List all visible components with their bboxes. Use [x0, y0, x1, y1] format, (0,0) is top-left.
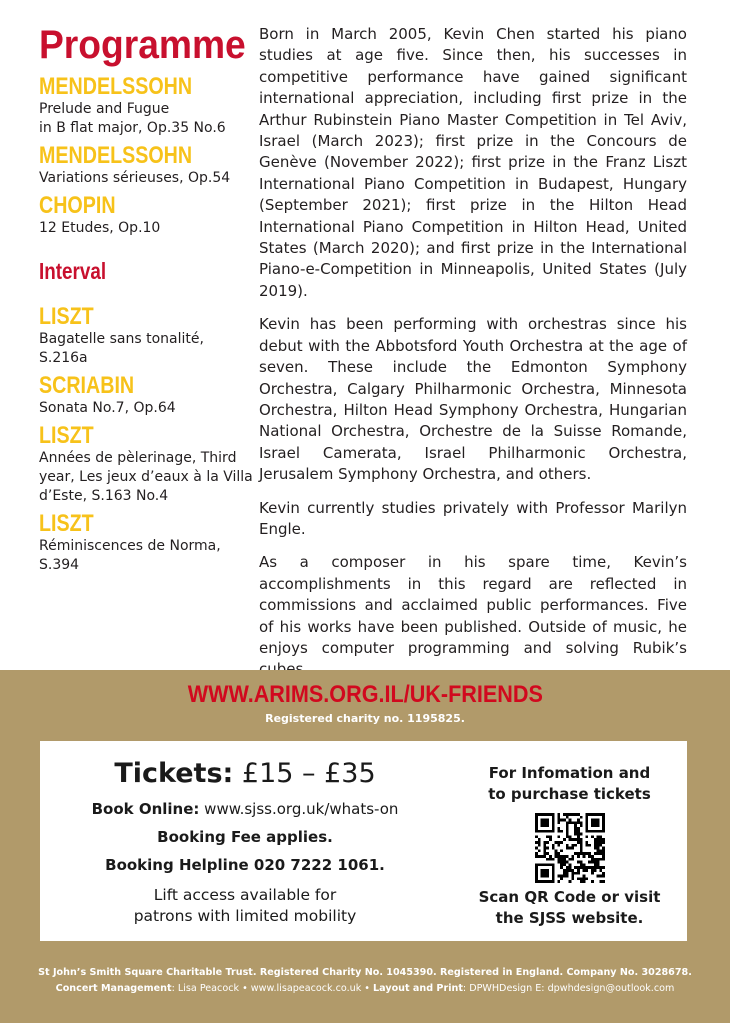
tickets-qr-panel	[472, 741, 667, 929]
work-title: Bagatelle sans tonalité, S.216a	[39, 331, 204, 366]
programme-item	[39, 74, 254, 138]
work-title: Réminiscences de Norma, S.394	[39, 538, 221, 573]
book-online-label: Book Online:	[91, 800, 200, 818]
charity-number: Registered charity no. 1195825.	[265, 712, 465, 725]
tickets-price: £15 – £35	[233, 758, 376, 789]
work-title: 12 Etudes, Op.10	[39, 220, 161, 236]
footer-print-label: Layout and Print	[373, 983, 463, 994]
bio-paragraph: Born in March 2005, Kevin Chen started his piano studies at age five. Since then, his successes in competitive performance have gained significant international appreciation, including first prize in the Arthur Rubinstein Piano Master Competition in Tel Aviv, Israel (March 2023); first prize in the Concours de Genève (November 2022); first prize in the Franz Liszt International Piano Competition in Budapest, Hungary (September 2021); first prize in the Hilton Head International Piano Competition in Hilton Head, United States (March 2020); and first prize in the International Piano-e-Competition in Minneapolis, United States (July 2019).	[259, 25, 687, 300]
tickets-heading	[40, 757, 450, 791]
composer-name: MENDELSSOHN	[39, 73, 193, 100]
programme-item	[39, 373, 254, 418]
composer-name: LISZT	[39, 510, 94, 537]
composer-name: SCRIABIN	[39, 372, 135, 399]
friends-website-text[interactable]: WWW.ARIMS.ORG.IL/UK-FRIENDS	[187, 681, 543, 708]
footer-mgmt-label: Concert Management	[55, 983, 172, 994]
programme-column	[39, 22, 254, 580]
footer-credits	[0, 983, 730, 994]
composer-name: LISZT	[39, 303, 94, 330]
programme-item	[39, 193, 254, 238]
work-title: Prelude and Fugue in B flat major, Op.35 No.6	[39, 101, 226, 136]
composer-name: LISZT	[39, 422, 94, 449]
programme-item	[39, 304, 254, 368]
bio-paragraph: As a composer in his spare time, Kevin’s accomplishments in this regard are reflected in commissions and acclaimed public performances. Five of his works have been published. Outside of music, he enjoys computer programming and solving Rubik’s	[259, 553, 687, 657]
tickets-label: Tickets:	[114, 758, 234, 789]
info-text: For Infomation and to purchase tickets	[488, 764, 651, 803]
work-title: Années de pèlerinage, Third year, Les jeux d’eaux à la Villa d’Este, S.163 No.4	[39, 450, 253, 504]
composer-name: CHOPIN	[39, 192, 116, 219]
scan-qr-text: Scan QR Code or visit the SJSS website.	[478, 888, 661, 927]
book-online	[40, 799, 450, 819]
book-online-url[interactable]: www.sjss.org.uk/whats-on	[199, 800, 399, 818]
programme-item	[39, 143, 254, 188]
bio-paragraph: Kevin has been performing with orchestras since his debut with the Abbotsford Youth Orchestra at the age of seven. These include the Edmonton Symphony Orchestra, Calgary Philharmonic Orchestra, Minnesota Orchestra, Hilton Head Symphony Orchestra, Hungarian National Orchestra, Orchestre de la Suisse Romande, Israel Camerata, Israel Philharmonic Orchestra, Jerusalem Symphony Orchestra, and others.	[259, 315, 687, 484]
programme-title: Programme	[39, 23, 246, 67]
composer-name: MENDELSSOHN	[39, 142, 193, 169]
footer-trust-line: St John’s Smith Square Charitable Trust. Registered Charity No. 1045390. Registered in England. Company No. 3028678.	[38, 967, 692, 978]
tickets-box	[40, 741, 687, 941]
programme-item	[39, 511, 254, 575]
footer-mgmt-value: : Lisa Peacock • www.lisapeacock.co.uk •	[171, 983, 374, 994]
footer-print-value: : DPWHDesign E: dpwhdesign@outlook.com	[462, 983, 675, 994]
tickets-details	[40, 741, 450, 927]
programme-item	[39, 423, 254, 506]
work-title: Variations sérieuses, Op.54	[39, 170, 231, 186]
booking-fee: Booking Fee applies.	[157, 828, 333, 846]
biography	[259, 24, 687, 693]
bio-paragraph: Kevin currently studies privately with Professor Marilyn Engle.	[259, 498, 687, 538]
interval-heading: Interval	[39, 258, 107, 284]
friends-website-link[interactable]	[0, 680, 730, 710]
lift-access: Lift access available for patrons with limited mobility	[133, 886, 357, 925]
work-title: Sonata No.7, Op.64	[39, 400, 176, 416]
booking-helpline: Booking Helpline 020 7222 1061.	[105, 856, 385, 874]
qr-code-icon[interactable]	[535, 813, 605, 883]
